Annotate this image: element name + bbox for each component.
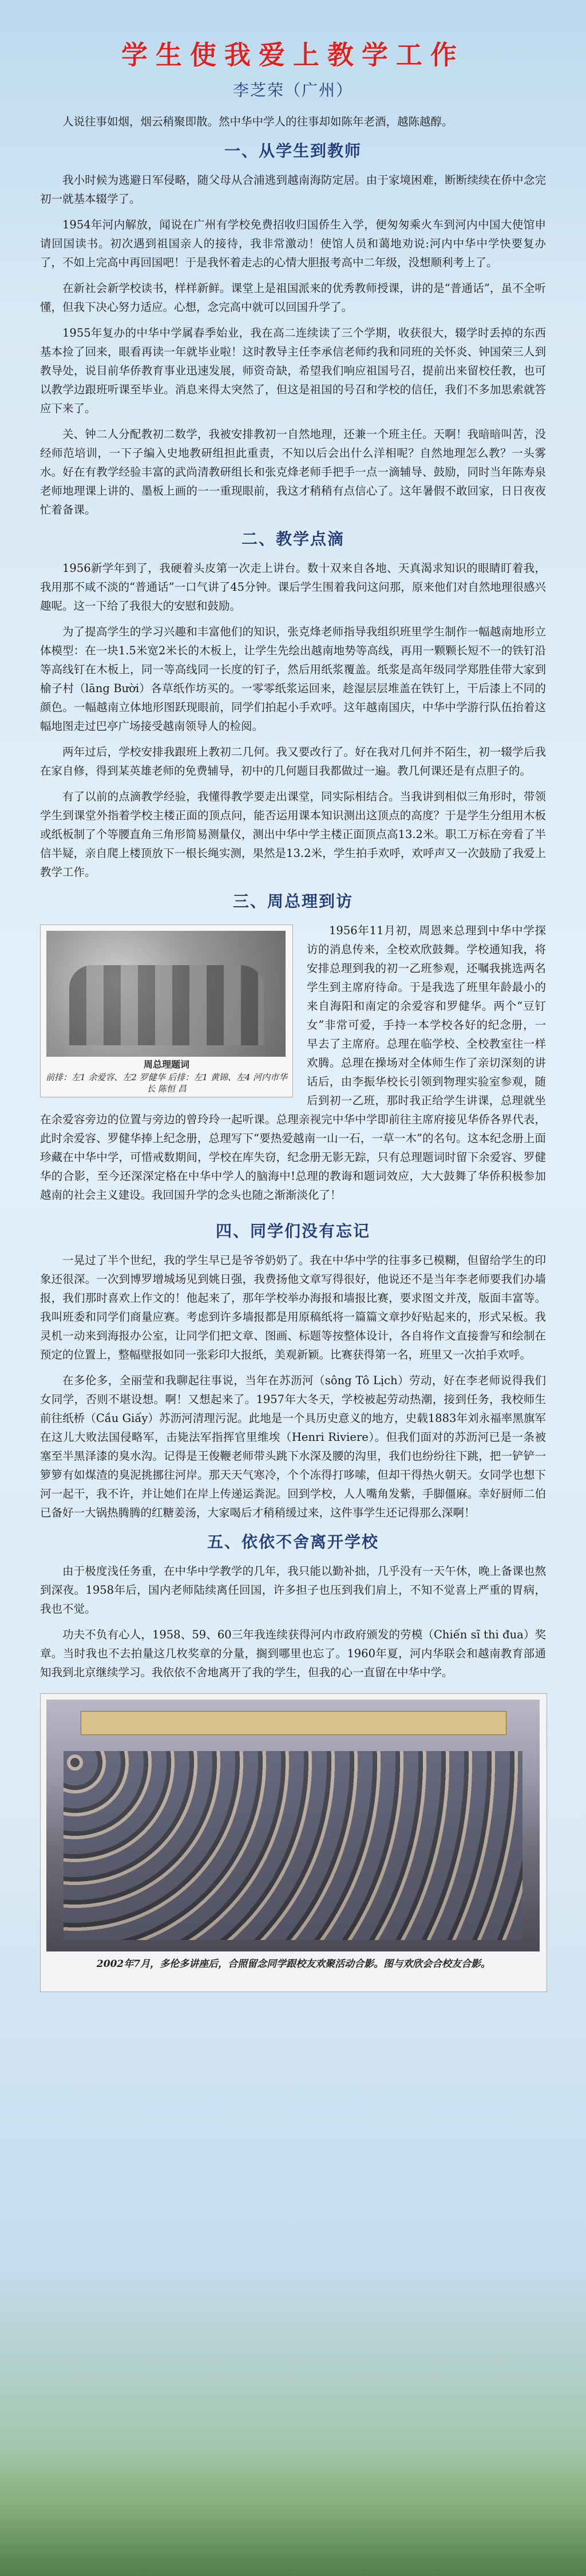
paragraph: 1954年河内解放，闻说在广州有学校免费招收归国侨生入学，便匆匆乘火车到河内中国大使馆申请回国读书。初次遇到祖国亲人的接待，我非常激动！使馆人员和蔼地劝说:河内中华中学快要复办了，不如上完高中再回国吧！于是我怀着走忐的心情大胆报考高中二年级，没想顺利考上了。 — [40, 218, 546, 269]
footer-landscape — [0, 2450, 586, 2576]
photo-banner — [81, 1711, 506, 1735]
paragraph: 在多伦多，全丽莹和我聊起往事说，当年在苏沥河（sông Tô Lịch）劳动，好在李老师说得我们女同学，否则不堪设想。啊！又想起来了。1957年大冬天，学校被起劳动热潮，接到任务，我校师生前往纸桥（Cầu Giấy）苏沥河清理污泥。此地是一个具历史意义的地方，史载1883年刘永福率黑旗军在这儿大败法国侵略军，击毙法军指挥官里维埃（Henri Riviere）。但我们面对的苏沥河已是一条被塞至半黑泽漆的臭水沟。记得是王俊鞭老师带头跳下水深及腰的沟里，我们也纷纷往下跳，把一铲铲一箩箩有如煤渣的臭泥挑挪往河岸。那天天气寒冷，个个冻得打哆嗦，但却干得热火朝天。女同学也想下河一起干，我不许，并让她们在岸上传递运粪泥。回到学校，人人嘴角发紫，手脚僵麻。幸好厨师二伯已备好一大锅热腾腾的红糖姜汤，大家喝后才稍稍缓过来，这件事学生还记得那么深啊！ — [40, 1374, 546, 1519]
paragraph: 为了提高学生的学习兴趣和丰富他们的知识，张克烽老师指导我组织班里学生制作一幅越南地形立体模型：在一块1.5米宽2米长的木板上，让学生先绘出越南地势等高线，再用一颗颗长短不一的铁钉沿等高线钉在木板上，同一等高线同一长度的钉子，然后用纸浆覆盖。纸浆是高年级同学郑胜佳带大家到榆子村（lāng Bười）各草纸作坊买的。一零零纸浆运回来，趁湿层层堆盖在铁钉上，干后漆上不同的颜色。一幅越南立体地形图跃现眼前，同学们拍起小手欢呼。这年越南国庆，中华中学游行队伍抬着这幅地图走过巴亭广场接受越南领导人的检阅。 — [40, 625, 546, 733]
paragraph: 1956新学年到了，我硬着头皮第一次走上讲台。数十双来自各地、天真渴求知识的眼睛盯着我，我用那不咸不淡的“普通话”一口气讲了45分钟。课后学生围着我问这问那，原来他们对自然地理很感兴趣呢。这一下给了我很大的安慰和鼓励。 — [40, 562, 546, 613]
header — [0, 0, 586, 100]
photo-caption-people: 前排：左1 余爱容、左2 罗健华 后排：左1 黄锦、左4 河内市华 长 陈恒 昌 — [45, 1072, 288, 1094]
paragraph: 两年过后，学校安排我跟班上教初二几何。我又要改行了。好在我对几何并不陌生，初一辍学后我在家自修，得到某英雄老师的免费辅导，初中的几何题目我都做过一遍。教几何课还是有点胆子的。 — [40, 745, 546, 777]
premier-zhou-photo — [40, 924, 293, 1097]
paragraph: 由于极度浅任务重，在中华中学教学的几年，我只能以勤补拙，几乎没有一天午休，晚上备课也熬到深夜。1958年后，国内老师陆续离任回国，许多担子也压到我们肩上，不知不觉喜上严重的胃病，我也不觉。 — [40, 1564, 546, 1615]
paragraph: 功夫不负有心人，1958、59、60三年我连续获得河内市政府颁发的劳模（Chiến sĩ thi đua）奖章。当时我也不去拍量这几枚奖章的分量，搁到哪里也忘了。1960年夏，河内华联会和越南教育部通知我到北京继续学习。我依依不舍地离开了我的学生，但我的心一直留在中华中学。 — [40, 1628, 546, 1679]
paragraph: 关、钟二人分配教初二数学，我被安排教初一自然地理，还兼一个班主任。天啊！我暗暗叫苦，没经师范培训，一下子编入史地教研组担此重责，不知以后会出什么洋相呢？自然地理怎么教？一头雾水。好在有教学经验丰富的武尚清教研组长和张克烽老师手把手一点一滴辅导、鼓励，同时当年陈寿泉老师地理课上讲的、墨板上画的一一重现眼前，我这才稍稍有点信心了。这年暑假不敢回家，日日夜夜忙着备课。 — [40, 428, 546, 516]
intro-paragraph: 人说往事如烟，烟云稍聚即散。然中华中学人的往事却如陈年老酒，越陈越醇。 — [62, 115, 453, 128]
article-body — [40, 112, 546, 1992]
paragraph: 一晃过了半个世纪，我的学生早已是爷爷奶奶了。我在中华中学的往事多已模糊，但留给学生的印象还很深。一次到博罗增城场见到姚日强，我费扬他文章写得很好，他说还不是当年李老师要我们办墙报，我们那时喜欢上作文的！他起来了，那年学校举办海报和墙报比赛，要求图文并茂，版面丰富等。我叫班委和同学们商量应赛。考虑到许多墙报都是用原稿纸将一篇篇文章抄好贴起来的，形式呆板。我灵机一动来到海报办公室，让同学们把文章、图画、标题等按整体设计，各自将作文直接誊写和绘制在预定的位置上，整幅壁报如同一张彩印大报纸，美观新颖。比赛获得第一名，班里又一次拍手欢呼。 — [40, 1254, 546, 1361]
photo-caption-title: 周总理题词 — [143, 1059, 189, 1070]
paragraph: 在新社会新学校读书，样样新鲜。课堂上是祖国派来的优秀教师授课，讲的是“普通话”，虽不全听懂，但我下决心努力适应。心想，念完高中就可以回国升学了。 — [40, 282, 546, 314]
section-title: 一、从学生到教师 — [224, 141, 362, 160]
section-title: 二、教学点滴 — [241, 530, 345, 548]
paragraph: 有了以前的点滴教学经验，我懂得教学要走出课堂，同实际相结合。当我讲到相似三角形时，带领学生到课堂外指着学校主楼正面的顶点问，能否运用课本知识测出这顶点的高度？于是学生分组用木板或纸板制了个等腰直角三角形简易测量仪，测出中华中学主楼正面顶点高13.2米。职工万标在旁看了半信半疑，亲自爬上楼顶放下一根长绳实测，果然是13.2米，学生拍手欢呼，欢呼声又一次鼓励了我爱上教学工作。 — [40, 790, 546, 879]
author-line: 李芝荣（广州） — [232, 81, 353, 100]
page-title: 学生使我爱上教学工作 — [121, 39, 465, 70]
group-photo-caption: 2002年7月，多伦多讲座后，合照留念同学跟校友欢聚活动合影。图与欢欣会合校友合影。 — [96, 1958, 491, 1970]
section-title: 四、同学们没有忘记 — [215, 1222, 370, 1240]
paragraph: 1955年复办的中华中学属春季始业，我在高二连续读了三个学期，收获很大，辍学时丢掉的东西基本捡了回来，眼看再读一年就毕业啦！这时教导主任李承信老师约我和同班的关怀炎、钟国荣三人到教导处，说目前华侨教育事业迅速发展，师资奇缺，希望我们响应祖国号召，提前出来留校任教，也可以教学边跟班听课至毕业。消息来得太突然了，但这是祖国的号召和学校的信任，我们不多加思索就答应下来了。 — [40, 326, 546, 415]
photo-crowd — [64, 1751, 522, 1940]
paragraph: 我小时候为逃避日军侵略，随父母从合浦逃到越南海防定居。由于家境困难，断断续续在侨中念完初一就基本辍学了。 — [40, 173, 546, 206]
paragraph: 1956年11月初，周恩来总理到中华中学探访的消息传来，全校欢欣鼓舞。学校通知我，将安排总理到我的初一乙班参观，还嘱我挑选两名学生到主席府待命。于是我选了班里年龄最小的来自海阳和南定的余爱容和罗健华。两个“豆钉女”非常可爱，手持一本学校各好的纪念册，一早去了主席府。总理在临学校、全校教室往一样欢腾。总理在操场对全体师生作了亲切深刻的讲话后，由李振华校长引领到物理实验室参观，随后到初一乙班，那时我正给学生讲课，总理就坐在余爱容旁边的位置与旁边的曾玲玲一起听课。总理亲视完中华中学即前往主席府接见华侨各界代表，此时余爱容、罗健华捧上纪念册，总理写下“要热爱越南一山一石，一草一木”的名句。这本纪念册上面珍藏在中华中学，可惜戒数期间，学校在库失窃，纪念册无影无踪，只有总理题词时留下余爱容、罗健华的合影，至今还深深定格在中华中学人的脑海中!总理的教诲和题词效应，大大鼓舞了华侨积极参加越南的社会主义建设。我回国升学的念头也随之渐渐淡化了！ — [40, 924, 546, 1202]
group-photo — [40, 1693, 547, 1992]
section-title: 三、周总理到访 — [232, 892, 353, 911]
section-title: 五、依依不舍离开学校 — [207, 1532, 379, 1551]
group-photo-image — [46, 1700, 540, 1951]
photo-image — [46, 931, 286, 1057]
